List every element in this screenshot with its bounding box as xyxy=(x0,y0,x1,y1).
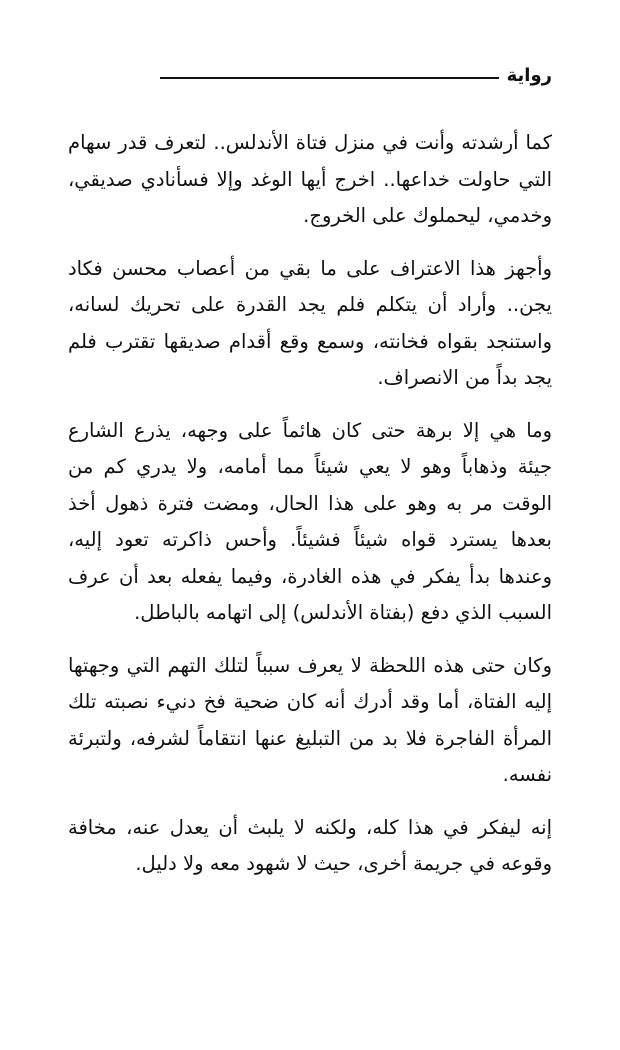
header-rule xyxy=(160,77,499,79)
running-header xyxy=(160,60,552,92)
header-label: رواية xyxy=(506,65,552,86)
paragraph-2: وأجهز هذا الاعتراف على ما بقي من أعصاب محسن فكاد يجن.. وأراد أن يتكلم فلم يجد القدرة على تحريك لسانه، واستنجد بقواه فخانته، وسمع وقع أقدام صديقها تقترب فلم يجد بداً من الانصراف. xyxy=(68,256,552,389)
body-text xyxy=(68,125,552,899)
paragraph-1: كما أرشدته وأنت في منزل فتاة الأندلس.. لتعرف قدر سهام التي حاولت خداعها.. اخرج أيها الوغد وإلا فسأنادي صديقي، وخدمي، ليحملوك على الخروج. xyxy=(68,131,552,227)
paragraph-3: وما هي إلا برهة حتى كان هائماً على وجهه، يذرع الشارع جيئة وذهاباً وهو لا يعي شيئاً مما أمامه، ولا يدري كم من الوقت مر به وهو على هذا الحال، ومضت فترة ذهول أخذ بعدها يسترد قواه شيئاً فشيئاً. وأحس ذاكرته تعود إليه، وعندها بدأ يفكر في هذه الغادرة، وفيما يفعله بعد أن عرف السبب الذي دفع (بفتاة الأندلس) إلى اتهامه بالباطل. xyxy=(68,418,552,624)
paragraph-5: إنه ليفكر في هذا كله، ولكنه لا يلبث أن يعدل عنه، مخافة وقوعه في جريمة أخرى، حيث لا شهود معه ولا دليل. xyxy=(68,815,552,875)
paragraph-4: وكان حتى هذه اللحظة لا يعرف سبباً لتلك التهم التي وجهتها إليه الفتاة، أما وقد أدرك أنه كان ضحية فخ دنيء نصبته تلك المرأة الفاجرة فلا بد من التبليغ عنها انتقاماً لشرفه، ولتبرئة نفسه. xyxy=(68,653,552,786)
